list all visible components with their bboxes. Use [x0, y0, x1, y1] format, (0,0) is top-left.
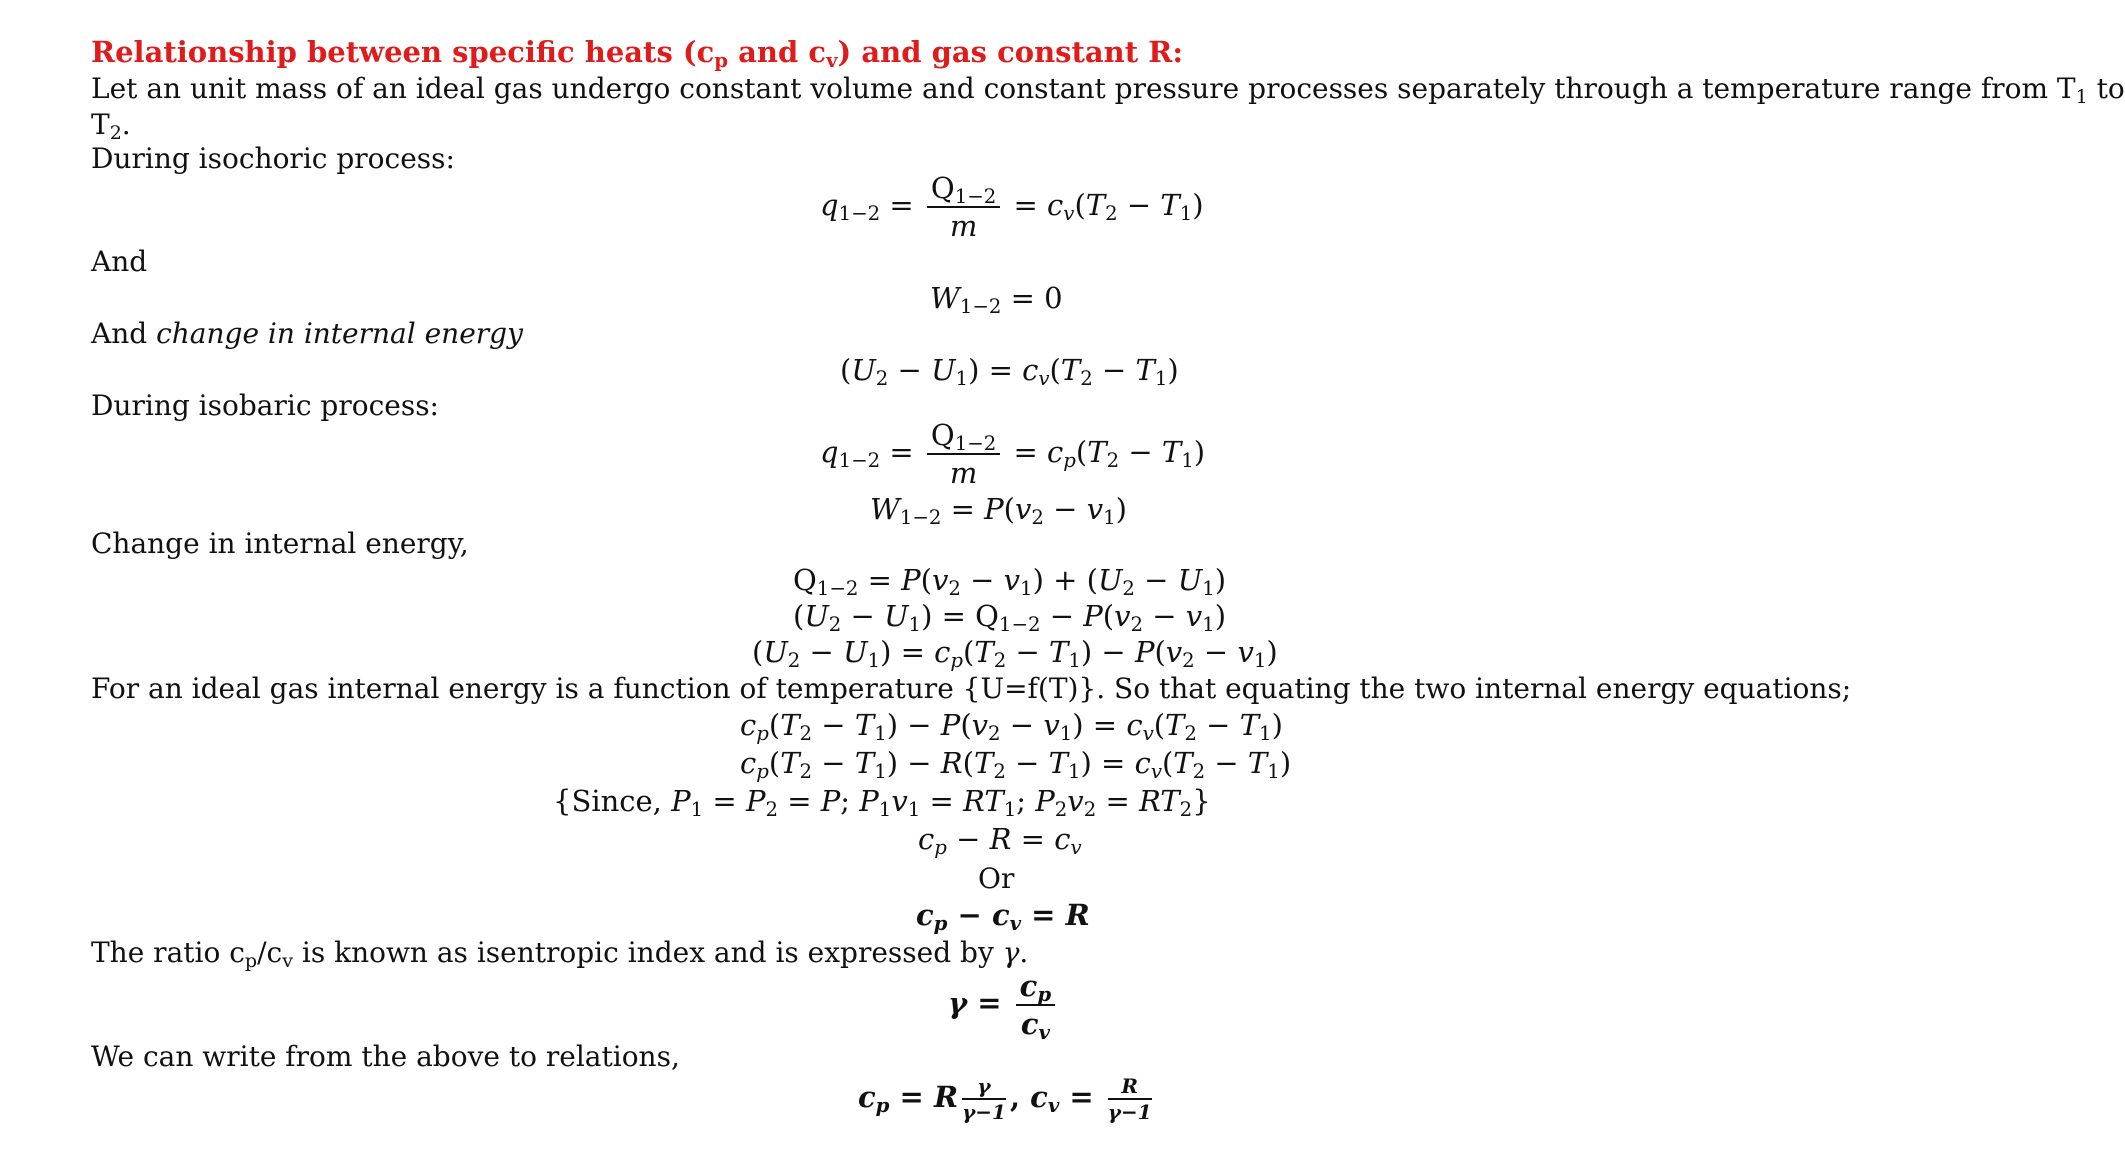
equation-equate-2: $c_p(T_2 - T_1) - R(T_2 - T_1) = c_v(T_2 - T_1)$: [740, 746, 1292, 783]
ratio-text: The ratio c: [91, 936, 245, 969]
intro-dot: .: [121, 108, 131, 141]
label-change-internal: Change in internal energy,: [91, 527, 469, 560]
intro-t2: T: [91, 108, 110, 141]
label-and-change: [91, 317, 523, 351]
label-isobaric: During isobaric process:: [91, 389, 439, 422]
title-text-mid: and c: [728, 35, 827, 69]
label-write-from: We can write from the above to relations,: [91, 1040, 680, 1073]
ratio-sub-v: v: [282, 949, 293, 972]
ratio-period: .: [1019, 936, 1029, 969]
title-sub-v: v: [826, 47, 838, 72]
equation-isobaric-heat: $q_{1-2}$ = $\frac{Q_{1-2}}{m}$ = $c_p(T_2 - T_1)$: [820, 418, 1206, 490]
intro-line-2: [91, 108, 131, 142]
label-and: And: [91, 245, 148, 278]
equation-equate-1: $c_p(T_2 - T_1) - P(v_2 - v_1) = c_v(T_2 - T_1)$: [740, 708, 1283, 745]
equation-first-law-rearranged: $(U_2 - U_1) = Q_{1-2} - P(v_2 - v_1)$: [793, 599, 1227, 636]
equation-internal-energy-v: $(U_2 - U_1) = c_v(T_2 - T_1)$: [840, 353, 1179, 390]
equation-cp-minus-r: $c_p - R = c_v$: [918, 822, 1082, 859]
equation-isochoric-heat: $q_{1-2}$ = $\frac{Q_{1-2}}{m}$ = $c_v(T_2 - T_1)$: [820, 171, 1204, 243]
and-text: And: [91, 317, 148, 350]
label-ratio: [91, 936, 1028, 970]
equation-internal-energy-p: $(U_2 - U_1) = c_p(T_2 - T_1) - P(v_2 - v_1)$: [752, 635, 1278, 672]
ratio-text-mid: /c: [257, 936, 283, 969]
label-isochoric: During isochoric process:: [91, 142, 455, 175]
equation-first-law: $Q_{1-2} = P(v_2 - v_1) + (U_2 - U_1)$: [793, 563, 1227, 600]
intro-text: Let an unit mass of an ideal gas undergo constant volume and constant pressure processes separately through a temperature range from T: [91, 72, 2076, 105]
intro-sub-2: 2: [109, 121, 122, 144]
equation-work-zero: $W_{1-2} = 0$: [930, 281, 1063, 318]
gamma-symbol: γ: [1002, 936, 1020, 969]
ratio-text-end: is known as isentropic index and is expressed by: [292, 936, 1003, 969]
label-ideal-gas: For an ideal gas internal energy is a function of temperature {U=f(T)}. So that equating the two internal energy equations;: [91, 672, 1852, 705]
title-text: Relationship between specific heats (c: [91, 35, 715, 69]
title-text-end: ) and gas constant R:: [837, 35, 1184, 69]
equation-since: {Since, $P_1 = P_2 = P$; $P_1v_1 = RT_1$; $P_2v_2 = RT_2$}: [553, 784, 1211, 821]
intro-line-1: [91, 72, 2125, 106]
equation-isobaric-work: $W_{1-2} = P(v_2 - v_1)$: [870, 492, 1127, 529]
change-italic-text: change in internal energy: [156, 317, 523, 350]
equation-mayer-relation: $c_p - c_v = R$: [916, 898, 1090, 935]
intro-sub-1: 1: [2075, 85, 2088, 108]
section-title: [91, 35, 1184, 72]
equation-gamma: γ = $\frac{c_p}{c_v}$: [948, 968, 1059, 1042]
title-sub-p: p: [714, 47, 729, 72]
ratio-sub-p: p: [244, 949, 258, 972]
intro-to: to: [2087, 72, 2125, 105]
label-or: Or: [978, 862, 1015, 895]
equation-cp-cv-gamma: $c_p = R$ $\frac{\gamma}{\gamma-1}$ , $c_v$ = $\frac{R}{\gamma-1}$: [858, 1074, 1152, 1124]
